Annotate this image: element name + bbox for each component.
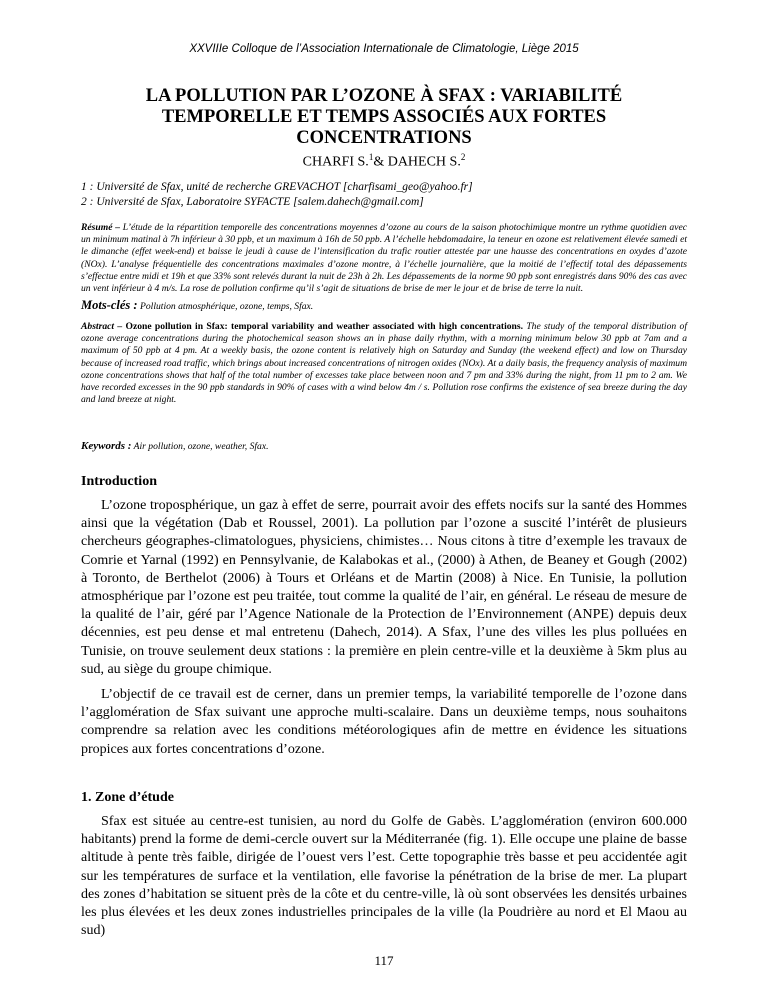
abstract-french-text: L’étude de la répartition temporelle des concentrations moyennes d’ozone au cours de la saison photochimique montre un rythme quotidien avec un minimum matinal à 7h inférieur à 30 ppb, et un maximum à 16h de 50 ppb. A l’échelle hebdomadaire, la teneur en ozone est relativement élevée samedi et le dimanche (effet week-end) et baisse le jeudi à cause de l’intensification du trafic routier attestée par une hausse des concentrations en oxydes d’azote (NOx). L’analyse fréquentielle des concentrations maximales d’ozone montre, à l’échelle journalière, que la moitié de l’effectif total des dépassements s’effectue entre midi et 19h et que 33% sont relevés durant la nuit de 23h à 2h. Les dépassements de la norme 90 ppb sont enregistrés dans 90% des cas avec un vent inférieur à 4 m/s. La rose de pollution confirme qu’il s’agit de situations de brise de mer le jour et de brise de terre la nuit. (81, 222, 687, 295)
author-2: DAHECH S. (387, 154, 461, 170)
introduction-paragraph-2: L’objectif de ce travail est de cerner, dans un premier temps, la variabilité temporelle de l’ozone dans l’agglomération de Sfax suivant une approche multi-scalaire. Dans un deuxième temps, nous souhaitons comprendre sa relation avec les conditions météorologiques afin de mettre en évidence les situations propices aux fortes concentrations d’ozone. (81, 687, 687, 757)
abstract-english-text: The study of the temporal distribution of ozone average concentrations during the photochemical season shows an in phase daily rhythm, with a morning minimum below 30 ppb at 7am and a maximum of 50 ppb at 4 pm. At a weekly basis, the ozone content is relatively high on Saturday and Sunday (the weekend effect) and low on Thursday because of increased road traffic, which brings about increased concentrations of nitrogen oxides (NOx). At a daily basis, the frequency analysis of maximum ozone concentrations shows that half of the total number of excesses take place between noon and 7 pm and 33% during the night, from 11 pm to 2 am. We have recorded excesses in the 90 ppb standards in 90% of cases with a wind below 4m / s. Pollution rose confirms the existence of sea breeze during the day and land breeze at night. (81, 321, 687, 406)
affiliation-2: 2 : Université de Sfax, Laboratoire SYFACTE [salem.dahech@gmail.com] (81, 196, 424, 208)
keywords-english (81, 440, 687, 453)
affiliation-1: 1 : Université de Sfax, unité de recherche GREVACHOT [charfisami_geo@yahoo.fr] (81, 181, 473, 193)
page-number: 117 (374, 953, 394, 968)
author-1-affil-mark: 1 (368, 152, 374, 162)
abstract-french (81, 222, 687, 295)
running-header: XXVIIIe Colloque de l’Association Internationale de Climatologie, Liège 2015 (189, 43, 579, 55)
abstract-english-title: Ozone pollution in Sfax: temporal variability and weather associated with high concentrations. (122, 321, 523, 332)
paper-title (100, 86, 668, 149)
author-list (0, 152, 768, 171)
keywords-french (81, 299, 687, 313)
abstract-french-label: Résumé – (81, 222, 121, 233)
title-line-1: LA POLLUTION PAR L’OZONE À SFAX : VARIABILITÉ (145, 86, 623, 106)
keywords-french-text: Pollution atmosphérique, ozone, temps, Sfax. (137, 301, 314, 312)
title-line-2: TEMPORELLE ET TEMPS ASSOCIÉS AUX FORTES (161, 107, 607, 127)
section-heading-introduction: Introduction (81, 474, 157, 489)
keywords-english-label: Keywords : (81, 440, 132, 452)
abstract-english (81, 321, 687, 406)
author-separator: & (373, 154, 388, 170)
author-1: CHARFI S. (302, 154, 369, 170)
section-heading-study-area: 1. Zone d’étude (81, 790, 174, 805)
title-line-3: CONCENTRATIONS (296, 128, 472, 148)
keywords-french-label: Mots-clés : (81, 298, 138, 312)
study-area-paragraph-1: Sfax est située au centre-est tunisien, au nord du Golfe de Gabès. L’agglomération (environ 600.000 habitants) prend la forme de demi-cercle ouvert sur la Méditerranée (fig. 1). Elle occupe une plaine de basse altitude à pente très faible, dirigée de l’ouest vers l’est. Cette topographie très basse et peu accidentée agit sur les températures de surface et la ventilation, elle favorise la pénétration de la brise de mer. La plupart des zones d’habitation se situent près de la côte et du centre-ville, là où sont observées les densités urbaines les plus élevées et les deux zones industrielles principales de la ville (la Poudrière au nord et El Maou au sud) (81, 814, 688, 939)
introduction-paragraph-1: L’ozone troposphérique, un gaz à effet de serre, pourrait avoir des effets nocifs sur la santé des Hommes ainsi que la végétation (Dab et Roussel, 2001). La pollution par l’ozone a suscité l’intérêt de plusieurs chercheurs géographes-climatologues, physiciens, chimistes… Nous citons à titre d’exemple les travaux de Comrie et Yarnal (1992) en Pennsylvanie, de Kalabokas et al., (2000) à Athen, de Beaney et Gough (2002) à Toronto, de Berthelot (2006) à Tours et Orléans et de Martin (2008) à Nice. En Tunisie, la pollution atmosphérique par l’ozone est peu traitée, tout comme la qualité de l’air, en général. Le réseau de mesure de la qualité de l’air, géré par l’Agence Nationale de la Protection de l’Environnement (ANPE) depuis deux décennies, est peu dense et mal entretenu (Dahech, 2014). A Sfax, l’une des villes les plus polluées en Tunisie, on trouve seulement deux stations : la première en plein centre-ville et la deuxième à 5km plus au sud, au siège du groupe chimique. (81, 498, 687, 677)
author-2-affil-mark: 2 (460, 152, 466, 162)
abstract-english-label: Abstract – (81, 321, 123, 332)
keywords-english-text: Air pollution, ozone, weather, Sfax. (131, 441, 269, 452)
